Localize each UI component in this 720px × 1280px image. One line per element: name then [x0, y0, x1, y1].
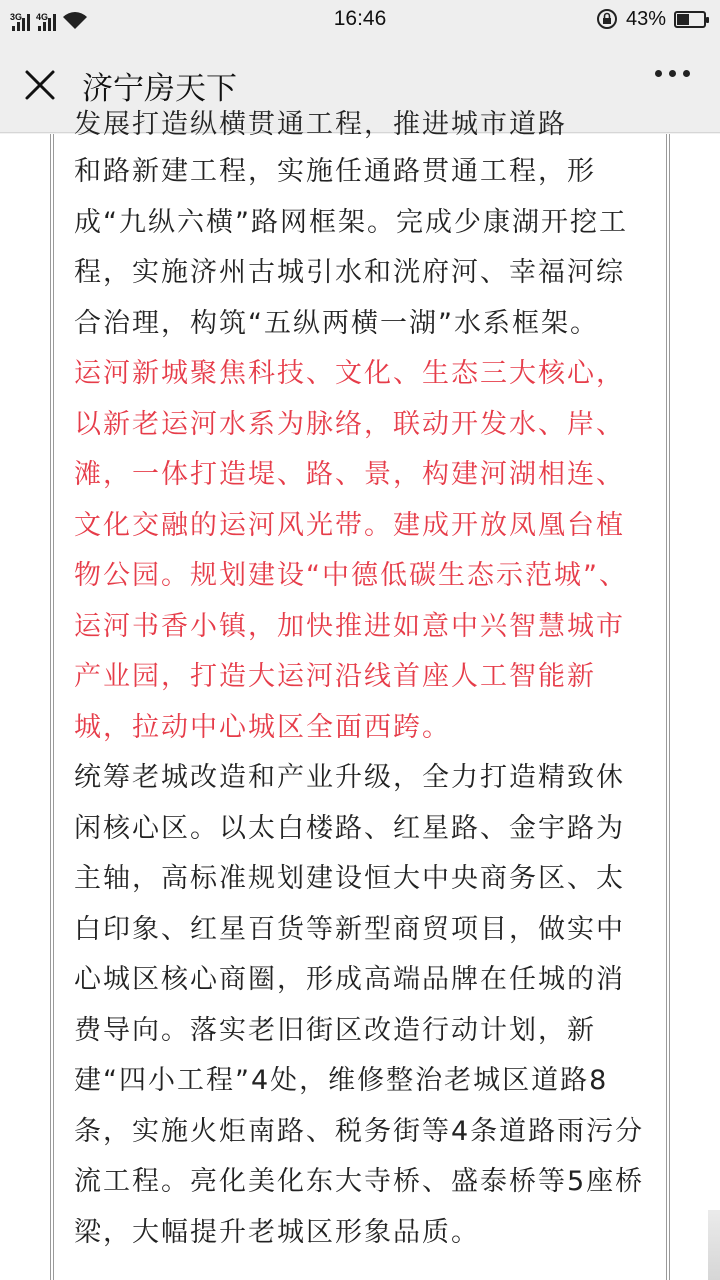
signal-group [10, 7, 88, 31]
text-line: 文化交融的运河风光带。建成开放凤凰台植 [74, 509, 625, 541]
truncated-line: 发展打造纵横贯通工程，推进城市道路 [74, 109, 567, 140]
status-right [596, 8, 706, 31]
text-line: 心城区核心商圈，形成高端品牌在任城的消 [74, 964, 625, 995]
text-line: 统筹老城改造和产业升级，全力打造精致休 [74, 762, 625, 793]
paragraph-2-highlight [74, 349, 654, 753]
text-line: 物公园。规划建设“中德低碳生态示范城”、 [74, 560, 628, 591]
more-menu-button[interactable] [655, 70, 690, 77]
text-line: 程，实施济州古城引水和洸府河、幸福河综 [74, 257, 625, 288]
signal-icon [36, 14, 56, 31]
network-label-1: 3G [10, 12, 23, 22]
battery-percent: 43% [625, 7, 666, 30]
paragraph-1 [74, 147, 654, 349]
text-line: 合治理，构筑“五纵两横一湖”水系框架。 [74, 307, 599, 339]
text-line: 建“四小工程”4处，维修整治老城区道路8 [74, 1065, 609, 1096]
text-line: 条，实施火炬南路、税务街等4条道路雨污分 [74, 1115, 645, 1147]
text-line: 白印象、红星百货等新型商贸项目，做实中 [74, 913, 625, 945]
text-line: 和路新建工程，实施任通路贯通工程，形 [74, 156, 596, 187]
text-line: 费导向。落实老旧街区改造行动计划，新 [74, 1014, 596, 1046]
page-title: 济宁房天下 [82, 70, 237, 107]
frame-border-left [50, 134, 54, 1280]
more-dots-icon [655, 70, 662, 77]
text-line: 以新老运河水系为脉络，联动开发水、岸、 [74, 408, 625, 440]
text-line: 城，拉动中心城区全面西跨。 [74, 711, 451, 743]
text-line: 主轴，高标准规划建设恒大中央商务区、太 [74, 863, 625, 894]
frame-border-right [666, 134, 670, 1280]
text-line: 运河书香小镇，加快推进如意中兴智慧城市 [74, 610, 625, 642]
status-time: 16:46 [333, 7, 387, 30]
close-icon [25, 70, 55, 100]
network-label-2: 4G [36, 12, 49, 22]
rotation-lock-icon [596, 8, 618, 30]
close-button[interactable] [0, 38, 80, 133]
status-bar [0, 0, 720, 38]
text-line: 成“九纵六横”路网框架。完成少康湖开挖工 [74, 206, 628, 238]
battery-icon [674, 11, 706, 28]
text-line: 梁，大幅提升老城区形象品质。 [74, 1216, 480, 1248]
scroll-indicator [708, 1210, 720, 1280]
text-line: 闲核心区。以太白楼路、红星路、金宇路为 [74, 812, 625, 844]
text-line: 产业园，打造大运河沿线首座人工智能新 [74, 661, 596, 692]
text-line: 流工程。亮化美化东大寺桥、盛泰桥等5座桥 [74, 1166, 645, 1197]
text-line: 运河新城聚焦科技、文化、生态三大核心， [74, 358, 625, 389]
signal-icon [10, 14, 30, 31]
article-content[interactable] [0, 109, 720, 1280]
text-line: 滩，一体打造堤、路、景，构建河湖相连、 [74, 459, 625, 490]
paragraph-3 [74, 753, 654, 1258]
wifi-icon [62, 11, 88, 31]
